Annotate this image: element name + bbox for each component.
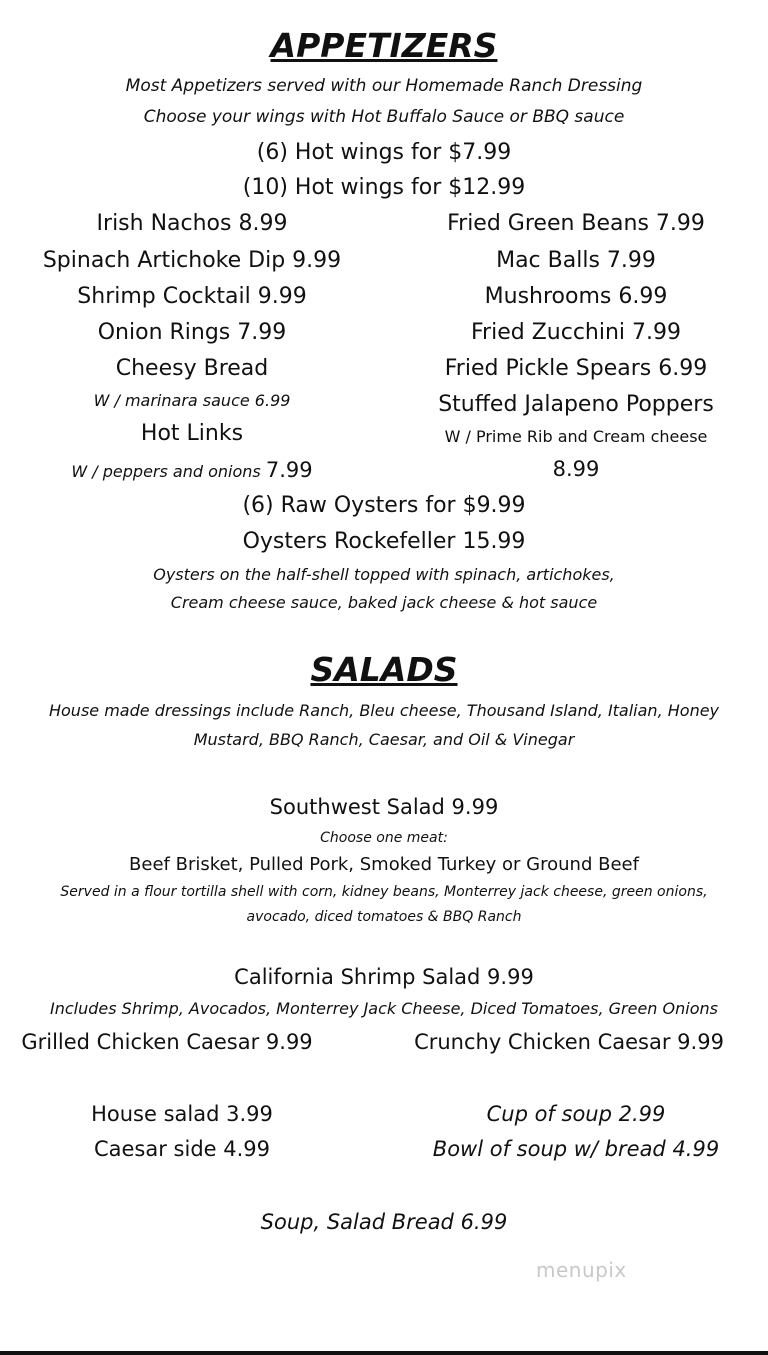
menu-item-desc: Oysters on the half-shell topped with spinach, artichokes, [153,565,615,584]
salads-heading: SALADS [310,650,458,689]
menu-item-desc [0,458,384,482]
menu-item-caesar-side: Caesar side 4.99 [93,1137,271,1161]
menu-item-raw-oysters: (6) Raw Oysters for $9.99 [242,493,526,518]
menu-item-oysters-rockefeller: Oysters Rockefeller 15.99 [242,529,526,554]
menu-item-onion-rings: Onion Rings 7.99 [97,320,287,345]
menu-item-desc: W / Prime Rib and Cream cheese [444,427,708,446]
menu-item-10-wings: (10) Hot wings for $12.99 [242,175,526,200]
menu-item-fried-green-beans: Fried Green Beans 7.99 [447,211,705,236]
menu-item-spinach-artichoke-dip: Spinach Artichoke Dip 9.99 [42,248,342,273]
hot-links-desc: W / peppers and onions [71,462,261,481]
menu-item-desc: Served in a flour tortilla shell with corn, kidney beans, Monterrey jack cheese, green onions, [60,884,708,900]
menu-item-desc: Beef Brisket, Pulled Pork, Smoked Turkey or Ground Beef [129,854,639,875]
menu-item-shrimp-cocktail: Shrimp Cocktail 9.99 [77,284,307,309]
menu-item-cup-of-soup: Cup of soup 2.99 [486,1102,666,1126]
menu-item-soup-salad-bread: Soup, Salad Bread 6.99 [260,1210,508,1234]
hot-links-price: 7.99 [265,458,313,482]
menu-item-desc: avocado, diced tomatoes & BBQ Ranch [246,909,522,925]
menu-item-grilled-chicken-caesar: Grilled Chicken Caesar 9.99 [21,1030,313,1054]
menu-item-bowl-of-soup: Bowl of soup w/ bread 4.99 [432,1137,720,1161]
bottom-rule [0,1351,768,1355]
menu-item-southwest-salad: Southwest Salad 9.99 [269,795,499,819]
menu-item-desc: Includes Shrimp, Avocados, Monterrey Jack Cheese, Diced Tomatoes, Green Onions [50,999,718,1018]
menu-item-desc: Choose one meat: [320,830,448,846]
menu-item-desc: Cream cheese sauce, baked jack cheese & hot sauce [170,593,598,612]
menu-item-house-salad: House salad 3.99 [91,1102,273,1126]
menu-item-hot-links: Hot Links [140,421,244,446]
appetizers-note: Choose your wings with Hot Buffalo Sauce or BBQ sauce [143,107,625,127]
menu-item-california-shrimp-salad: California Shrimp Salad 9.99 [234,965,534,989]
menu-item-irish-nachos: Irish Nachos 8.99 [96,211,288,236]
menupix-watermark: menupix [536,1258,627,1282]
menu-item-fried-pickle-spears: Fried Pickle Spears 6.99 [444,356,708,381]
menu-item-mac-balls: Mac Balls 7.99 [496,248,656,273]
menu-item-stuffed-jalapeno-poppers: Stuffed Jalapeno Poppers [438,392,714,417]
menu-item-fried-zucchini: Fried Zucchini 7.99 [471,320,681,345]
appetizers-heading: APPETIZERS [270,26,498,65]
appetizers-note: Most Appetizers served with our Homemade Ranch Dressing [125,76,643,96]
menu-item-desc: W / marinara sauce 6.99 [93,391,291,410]
menu-item-cheesy-bread: Cheesy Bread [115,356,269,381]
menu-item-mushrooms: Mushrooms 6.99 [484,284,668,309]
salads-note: House made dressings include Ranch, Bleu cheese, Thousand Island, Italian, Honey [48,701,720,720]
salads-note: Mustard, BBQ Ranch, Caesar, and Oil & Vinegar [193,730,575,749]
jalapeno-price: 8.99 [552,457,600,481]
menu-item-crunchy-chicken-caesar: Crunchy Chicken Caesar 9.99 [414,1030,724,1054]
menu-item-6-wings: (6) Hot wings for $7.99 [256,140,512,165]
